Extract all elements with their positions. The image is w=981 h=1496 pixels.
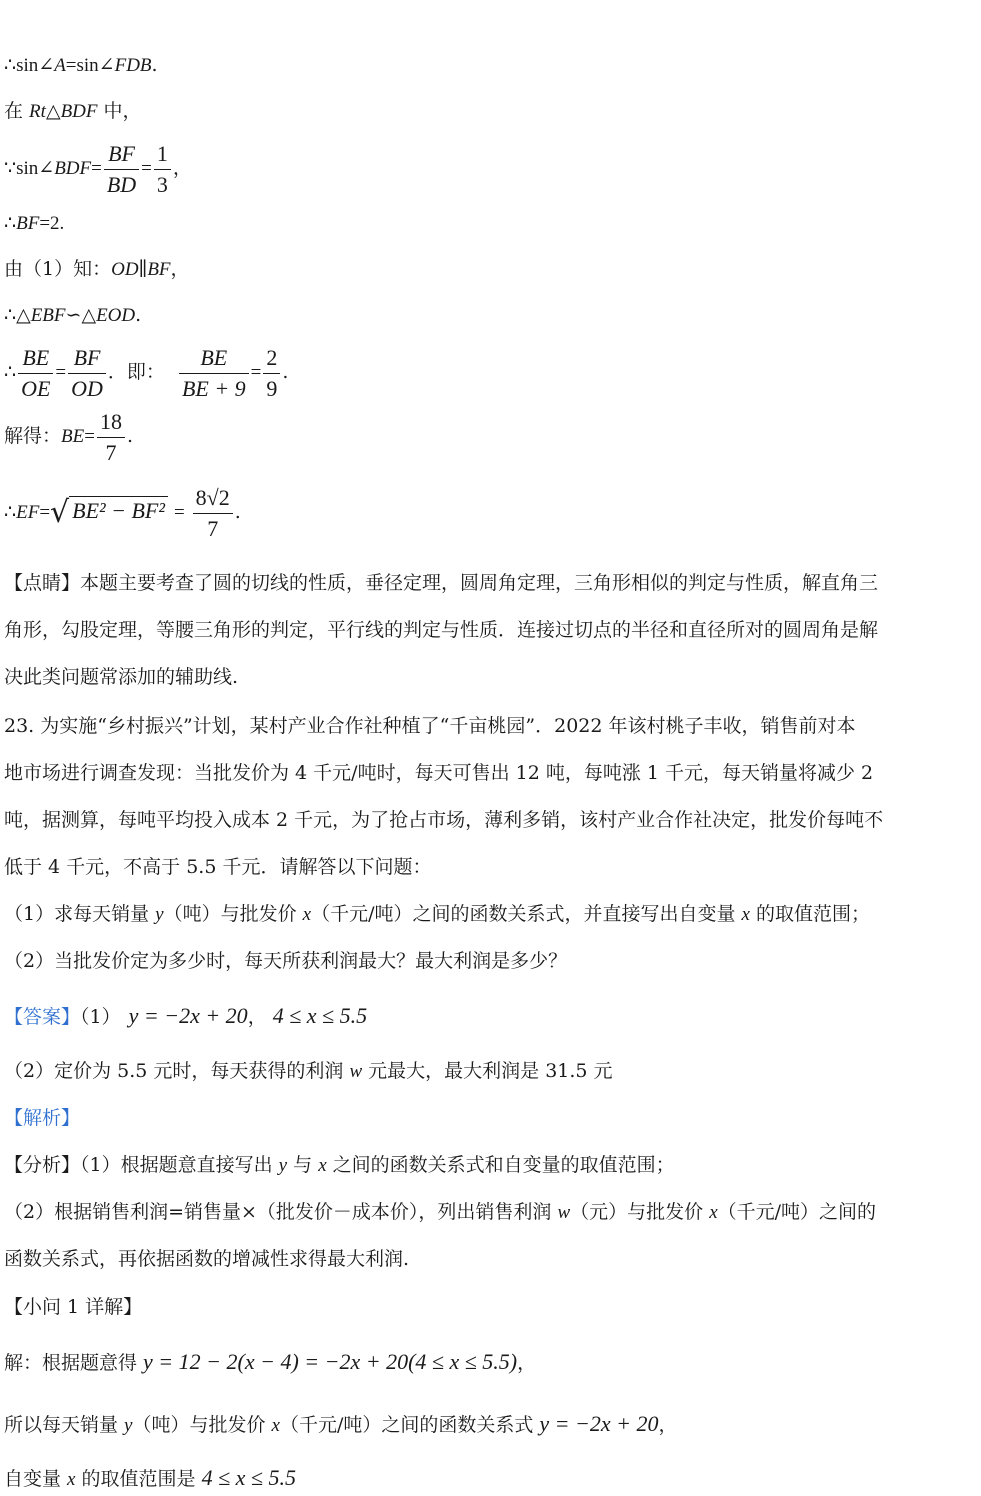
comment-paragraph: 【点睛】本题主要考查了圆的切线的性质，垂径定理，圆周角定理，三角形相似的判定与性质，解直角三 角形，勾股定理，等腰三角形的判定，平行线的判定与性质．连接过切点的半径和直径所对的圆周角是解 决此类问题常添加的辅助线.	[4, 572, 879, 688]
analysis-paragraph: 【分析】（1）根据题意直接写出 y 与 x 之间的函数关系式和自变量的取值范围； （2）根据销售利润=销售量×（批发价－成本价），列出销售利润 w（元）与批发价 x（千元/吨）之间的 函数关系式，再依据函数的增减性求得最大利润.	[4, 1154, 877, 1270]
analysis-label-line	[4, 1105, 973, 1131]
fraction-2-9: $\frac{2}{9}$	[263, 343, 280, 404]
fraction-bf-bd: $\frac{BF}{BD}$	[104, 139, 139, 200]
detail-label-line	[4, 1294, 973, 1320]
fraction-be-be9: $\frac{BE}{BE + 9}$	[179, 343, 249, 404]
proof-line-9: ∴EF=√ BE² − BF² = $\frac{8√2}{7}$ .	[4, 480, 973, 544]
detail-step-3: 自变量 x 的取值范围是 4 ≤ x ≤ 5.5	[4, 1465, 296, 1490]
fenxi-label: 【分析】	[4, 1154, 81, 1176]
question-2: （2）当批发价定为多少时，每天所获利润最大？最大利润是多少？	[4, 950, 568, 972]
fraction-bf-od: $\frac{BF}{OD}$	[68, 343, 106, 404]
problem-23: 23. 为实施“乡村振兴”计划，某村产业合作社种植了“千亩桃园”．2022 年该村桃子丰收，销售前对本 地市场进行调查发现：当批发价为 4 千元/吨时，每天可售出 12 吨，每吨涨 1 千元，每天销量将减少 2 吨，据测算，每吨平均投入成本 2 千元，为了抢占市场，薄利多销，该村产业合作社决定，批发价每吨不 低于 4 千元，不高于 5.5 千元．请解答以下问题： （1）求每天销量 y（吨）与批发价 x（千元/吨）之间的函数关系式，并直接写出自变量 x 的取值范围； （2）当批发价定为多少时，每天所获利润最大？最大利润是多少？	[4, 703, 976, 985]
detail-step-1: 解：根据题意得 y = 12 − 2(x − 4) = −2x + 20(4 ≤ x ≤ 5.5)，	[4, 1349, 537, 1374]
fraction-1-3: $\frac{1}{3}$	[154, 139, 171, 200]
answer-line-2: （2）定价为 5.5 元时，每天获得的利润 w 元最大，最大利润是 31.5 元	[4, 1060, 613, 1082]
answer-label: 【答案】	[4, 1006, 81, 1028]
proof-line-6: ∴△EBF∽△EOD.	[4, 304, 142, 326]
fraction-be-oe: $\frac{BE}{OE}$	[18, 343, 53, 404]
proof-line-7: ∴ $\frac{BE}{OE}$ = $\frac{BF}{OD}$ ．即： $\frac{BE}{BE + 9}$ = $\frac{2}{9}$ .	[4, 340, 973, 404]
proof-line-1: ∴sin∠A=sin∠FDB.	[4, 54, 158, 76]
proof-line-5: 由（1）知：OD∥BF，	[4, 258, 190, 280]
fraction-18-7: $\frac{18}{7}$	[97, 407, 125, 468]
detail-label: 【小问 1 详解】	[4, 1296, 143, 1318]
comment-label: 【点睛】	[4, 572, 81, 594]
answer-line-1: 【答案】（1） y = −2x + 20， 4 ≤ x ≤ 5.5	[4, 1003, 368, 1028]
proof-line-2: 在 Rt△BDF 中，	[4, 100, 142, 122]
proof-line-8: 解得：BE= $\frac{18}{7}$ .	[4, 404, 973, 468]
fraction-8sqrt2-7: $\frac{8√2}{7}$	[193, 483, 233, 544]
proof-line-3: ∵sin∠BDF= $\frac{BF}{BD}$ = $\frac{1}{3}$ ，	[4, 136, 973, 200]
question-1: （1）求每天销量 y（吨）与批发价 x（千元/吨）之间的函数关系式，并直接写出自变量 x 的取值范围；	[4, 903, 870, 925]
detail-step-2: 所以每天销量 y（吨）与批发价 x（千元/吨）之间的函数关系式 y = −2x + 20，	[4, 1411, 678, 1436]
proof-line-4: ∴BF=2.	[4, 212, 65, 234]
sqrt-icon: √	[50, 495, 70, 530]
analysis-label: 【解析】	[4, 1107, 81, 1129]
